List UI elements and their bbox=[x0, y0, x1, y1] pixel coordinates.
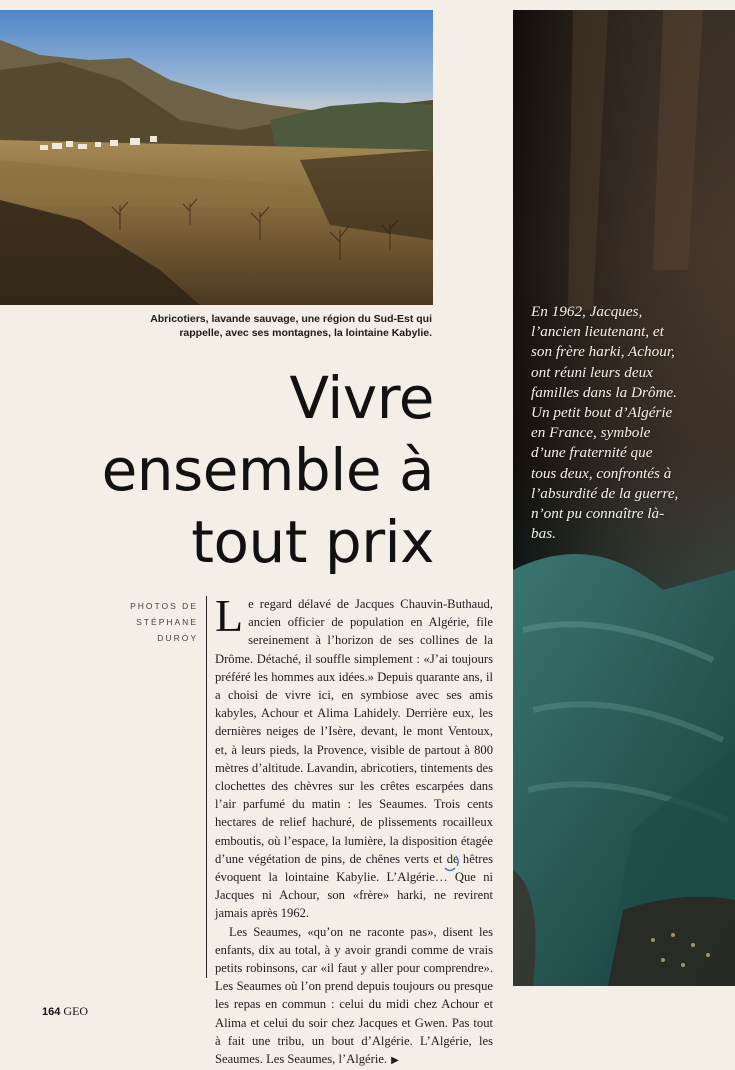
page-folio bbox=[42, 1004, 88, 1019]
pencil-annotation-mark bbox=[442, 854, 462, 876]
magazine-name: GEO bbox=[63, 1004, 89, 1018]
end-of-article-icon: ▶ bbox=[391, 1055, 399, 1067]
landscape-photo bbox=[0, 10, 433, 305]
intro-text: En 1962, Jacques, l’ancien lieutenant, et son frère harki, Achour, ont réuni leurs deux familles dans la Drôme. Un petit bout d’Algérie en France, symbole d’une fraternité que tous deux, confrontés à l’absurdité de la guerre, n’ont pu connaître là-bas. bbox=[531, 303, 679, 543]
title-line-2: ensemble à bbox=[101, 436, 434, 504]
article-body bbox=[215, 590, 493, 1070]
photo-caption: Abricotiers, lavande sauvage, une région du Sud-Est qui rappelle, avec ses montagnes, la lointaine Kabylie. bbox=[150, 313, 432, 339]
credit-line-2: STÉPHANE bbox=[136, 617, 198, 627]
paragraph-1-text: e regard délavé de Jacques Chauvin-Buthaud, ancien officier de population en Algérie, file sereinement à l’horizon de ses collines de la Drôme. Détaché, il souffle simplement : «J’ai toujours préféré les hommes aux idées.» Depuis quarante ans, il a choisi de vivre ici, en symbiose avec ses amis kabyles, Achour et Alima Lahidely. Derrière eux, les dernières neiges de l’Isère, devant, le mont Ventoux, et, à leurs pieds, la Provence, visible de partout à 800 mètres d’altitude. Lavandin, abricotiers, tintements des clochettes des chèvres sur les crêtes escarpées dans l’air parfumé du matin : les Seaumes. Trois cents hectares de relief hachuré, de plissements rocailleux emboutis, où l’espace, la lumière, la disposition étagée d’une végétation de pins, de chênes verts et de hêtres évoquent la lointaine Kabylie. L’Algérie… Que ni Jacques ni Achour, son «frère» harki, ne revirent jamais après 1962. bbox=[215, 597, 493, 921]
paragraph-2 bbox=[215, 923, 493, 1070]
page-number: 164 bbox=[42, 1006, 61, 1018]
title-line-1: Vivre bbox=[289, 364, 434, 432]
title-line-3: tout prix bbox=[191, 508, 434, 576]
drop-cap: L bbox=[215, 590, 244, 641]
credit-line-3: DUROY bbox=[157, 633, 198, 643]
credit-line-1: PHOTOS DE bbox=[130, 601, 198, 611]
column-rule bbox=[206, 596, 207, 978]
paragraph-2-text: Les Seaumes, «qu’on ne raconte pas», disent les enfants, dix au total, à y avoir grandi comme de vrais petits robinsons, car «il faut y aller pour comprendre». Les Seaumes où l’on prend depuis toujours ou presque les repas en commun : celui du midi chez Achour et Alima et celui du soir chez Jacques et Gwen. Pas tout à fait une tribu, un bout d’Algérie. L’Algérie, les Seaumes. Les Seaumes, l’Algérie. bbox=[215, 924, 493, 1067]
article-title bbox=[60, 362, 434, 578]
photo-credit bbox=[120, 598, 198, 646]
